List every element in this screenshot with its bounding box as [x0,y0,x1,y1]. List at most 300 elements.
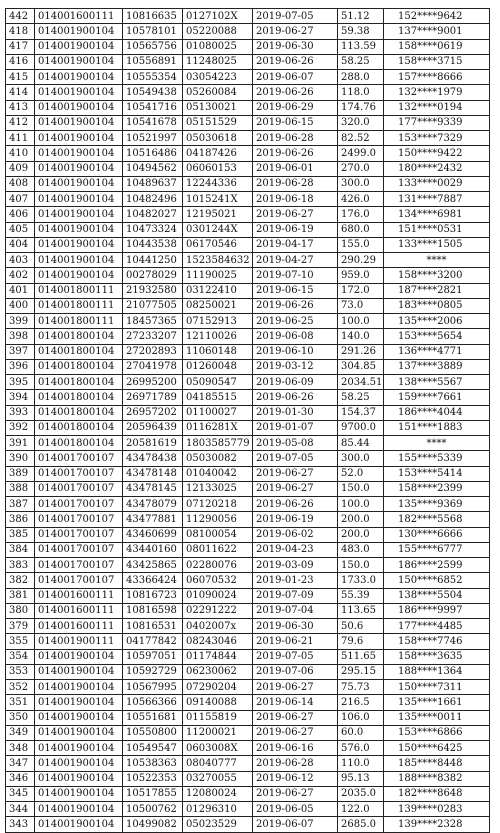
row-number-cell: 417 [6,39,35,54]
date-cell: 2019-06-27 [253,710,338,725]
amount-cell: 51.12 [338,9,384,24]
account-code-cell: 014001700107 [35,527,123,542]
amount-cell: 85.44 [338,436,384,451]
date-cell: 2019-07-05 [253,649,338,664]
phone-cell: 182****5568 [384,512,490,527]
record-id-cell: 10816635 [123,9,183,24]
account-code-cell: 014001900104 [35,725,123,740]
code-cell: 0301244X [183,222,253,237]
account-code-cell: 014001900104 [35,664,123,679]
code-cell: 06070532 [183,573,253,588]
record-id-cell: 10482496 [123,192,183,207]
record-id-cell: 10566366 [123,695,183,710]
code-cell: 07120218 [183,497,253,512]
account-code-cell: 014001900104 [35,695,123,710]
row-number-cell: 351 [6,695,35,710]
amount-cell: 320.0 [338,115,384,130]
table-row [6,222,490,237]
record-id-cell: 10499082 [123,817,183,832]
code-cell: 08040777 [183,756,253,771]
account-code-cell: 014001700107 [35,466,123,481]
phone-cell: 138****5567 [384,375,490,390]
account-code-cell: 014001600111 [35,603,123,618]
account-code-cell: 014001900104 [35,100,123,115]
phone-cell: 157****8666 [384,70,490,85]
record-id-cell: 10565756 [123,39,183,54]
code-cell: 11290056 [183,512,253,527]
row-number-cell: 398 [6,329,35,344]
code-cell: 11190025 [183,268,253,283]
row-number-cell: 397 [6,344,35,359]
code-cell: 1803585779 [183,436,253,451]
amount-cell: 176.0 [338,207,384,222]
date-cell: 2019-01-23 [253,573,338,588]
date-cell: 2019-06-28 [253,756,338,771]
record-id-cell: 10521997 [123,131,183,146]
code-cell: 12244336 [183,176,253,191]
table-row [6,390,490,405]
amount-cell: 2034.51 [338,375,384,390]
code-cell: 01155819 [183,710,253,725]
table-row [6,771,490,786]
date-cell: 2019-01-30 [253,405,338,420]
phone-cell: 137****9001 [384,24,490,39]
record-id-cell: 10516486 [123,146,183,161]
row-number-cell: 387 [6,497,35,512]
code-cell: 08243046 [183,634,253,649]
row-number-cell: 408 [6,176,35,191]
code-cell: 12195021 [183,207,253,222]
code-cell: 12133025 [183,481,253,496]
phone-cell: 131****7887 [384,192,490,207]
table-row [6,619,490,634]
date-cell: 2019-07-10 [253,268,338,283]
code-cell: 01040042 [183,466,253,481]
row-number-cell: 396 [6,359,35,374]
account-code-cell: 014001900104 [35,207,123,222]
amount-cell: 95.13 [338,771,384,786]
phone-cell: 153****6866 [384,725,490,740]
amount-cell: 118.0 [338,85,384,100]
table-row [6,283,490,298]
amount-cell: 2685.0 [338,817,384,832]
date-cell: 2019-06-30 [253,619,338,634]
account-code-cell: 014001900104 [35,85,123,100]
phone-cell: 150****6425 [384,741,490,756]
code-cell: 04187426 [183,146,253,161]
row-number-cell: 349 [6,725,35,740]
record-id-cell: 43478438 [123,451,183,466]
account-code-cell: 014001900104 [35,786,123,801]
table-row [6,802,490,817]
date-cell: 2019-06-18 [253,192,338,207]
phone-cell: 133****0029 [384,176,490,191]
row-number-cell: 353 [6,664,35,679]
date-cell: 2019-06-05 [253,802,338,817]
account-code-cell: 014001900104 [35,741,123,756]
table-row [6,24,490,39]
date-cell: 2019-06-26 [253,390,338,405]
row-number-cell: 404 [6,237,35,252]
row-number-cell: 379 [6,619,35,634]
record-id-cell: 10443538 [123,237,183,252]
row-number-cell: 401 [6,283,35,298]
table-row [6,85,490,100]
table-row [6,359,490,374]
record-id-cell: 21077505 [123,298,183,313]
account-code-cell: 014001900104 [35,710,123,725]
phone-cell: 150****9422 [384,146,490,161]
table-row [6,176,490,191]
phone-cell: 158****3635 [384,649,490,664]
amount-cell: 2035.0 [338,786,384,801]
row-number-cell: 344 [6,802,35,817]
amount-cell: 483.0 [338,542,384,557]
date-cell: 2019-06-27 [253,481,338,496]
phone-cell: 130****6666 [384,527,490,542]
table-row [6,298,490,313]
amount-cell: 154.37 [338,405,384,420]
table-row [6,192,490,207]
row-number-cell: 405 [6,222,35,237]
code-cell: 06230062 [183,664,253,679]
table-row [6,741,490,756]
phone-cell: 180****2432 [384,161,490,176]
code-cell: 01260048 [183,359,253,374]
code-cell: 05090547 [183,375,253,390]
record-id-cell: 27233207 [123,329,183,344]
record-id-cell: 10816531 [123,619,183,634]
table-row [6,314,490,329]
amount-cell: 79.6 [338,634,384,649]
code-cell: 07152913 [183,314,253,329]
amount-cell: 75.73 [338,680,384,695]
phone-cell: 151****1883 [384,420,490,435]
code-cell: 02280076 [183,558,253,573]
phone-cell: 134****6981 [384,207,490,222]
date-cell: 2019-04-23 [253,542,338,557]
table-row [6,375,490,390]
table-row [6,527,490,542]
amount-cell: 300.0 [338,451,384,466]
row-number-cell: 412 [6,115,35,130]
row-number-cell: 381 [6,588,35,603]
table-row [6,9,490,24]
table-row [6,237,490,252]
code-cell: 03122410 [183,283,253,298]
record-id-cell: 43478148 [123,466,183,481]
account-code-cell: 014001900104 [35,131,123,146]
code-cell: 08011622 [183,542,253,557]
record-id-cell: 10500762 [123,802,183,817]
phone-cell: 132****0194 [384,100,490,115]
phone-cell: 132****1979 [384,85,490,100]
account-code-cell: 014001700107 [35,573,123,588]
date-cell: 2019-06-29 [253,100,338,115]
row-number-cell: 418 [6,24,35,39]
account-code-cell: 014001800104 [35,390,123,405]
table-row [6,786,490,801]
record-id-cell: 10549547 [123,741,183,756]
amount-cell: 155.0 [338,237,384,252]
code-cell: 03054223 [183,70,253,85]
record-id-cell: 10522353 [123,771,183,786]
table-row [6,497,490,512]
table-row [6,100,490,115]
record-id-cell: 21932580 [123,283,183,298]
account-code-cell: 014001900104 [35,680,123,695]
row-number-cell: 391 [6,436,35,451]
account-code-cell: 014001600111 [35,619,123,634]
date-cell: 2019-06-27 [253,680,338,695]
amount-cell: 106.0 [338,710,384,725]
row-number-cell: 415 [6,70,35,85]
phone-cell: 188****8382 [384,771,490,786]
account-code-cell: 014001900104 [35,756,123,771]
code-cell: 03270055 [183,771,253,786]
date-cell: 2019-06-09 [253,375,338,390]
row-number-cell: 399 [6,314,35,329]
record-id-cell: 10441250 [123,253,183,268]
account-code-cell: 014001800104 [35,329,123,344]
date-cell: 2019-06-30 [253,39,338,54]
account-code-cell: 014001900104 [35,24,123,39]
amount-cell: 113.65 [338,603,384,618]
code-cell: 0603008X [183,741,253,756]
table-row [6,466,490,481]
table-row [6,207,490,222]
phone-cell: 185****8448 [384,756,490,771]
account-code-cell: 014001900104 [35,802,123,817]
amount-cell: 216.5 [338,695,384,710]
row-number-cell: 410 [6,146,35,161]
row-number-cell: 442 [6,9,35,24]
amount-cell: 52.0 [338,466,384,481]
phone-cell: 151****0531 [384,222,490,237]
code-cell: 0402007x [183,619,253,634]
code-cell: 12110026 [183,329,253,344]
amount-cell: 82.52 [338,131,384,146]
phone-cell: 155****5339 [384,451,490,466]
record-id-cell: 04177842 [123,634,183,649]
row-number-cell: 346 [6,771,35,786]
code-cell: 0116281X [183,420,253,435]
record-id-cell: 43366424 [123,573,183,588]
table-row [6,436,490,451]
row-number-cell: 416 [6,54,35,69]
record-id-cell: 10578101 [123,24,183,39]
table-row [6,54,490,69]
date-cell: 2019-06-21 [253,634,338,649]
account-code-cell: 014001900104 [35,161,123,176]
table-row [6,664,490,679]
amount-cell: 122.0 [338,802,384,817]
table-row [6,344,490,359]
row-number-cell: 414 [6,85,35,100]
code-cell: 09140088 [183,695,253,710]
amount-cell: 270.0 [338,161,384,176]
code-cell: 1523584632 [183,253,253,268]
date-cell: 2019-07-05 [253,451,338,466]
record-id-cell: 10538363 [123,756,183,771]
row-number-cell: 400 [6,298,35,313]
amount-cell: 110.0 [338,756,384,771]
phone-cell: 187****2821 [384,283,490,298]
account-code-cell: 014001600111 [35,588,123,603]
phone-cell: 186****4044 [384,405,490,420]
row-number-cell: 392 [6,420,35,435]
date-cell: 2019-06-07 [253,817,338,832]
table-row [6,131,490,146]
account-code-cell: 014001900104 [35,176,123,191]
table-row [6,603,490,618]
amount-cell: 291.26 [338,344,384,359]
record-id-cell: 10482027 [123,207,183,222]
code-cell: 08100054 [183,527,253,542]
date-cell: 2019-06-26 [253,298,338,313]
account-code-cell: 014001700107 [35,497,123,512]
row-number-cell: 343 [6,817,35,832]
date-cell: 2019-05-08 [253,436,338,451]
row-number-cell: 352 [6,680,35,695]
row-number-cell: 385 [6,527,35,542]
record-id-cell: 00278029 [123,268,183,283]
account-code-cell: 014001800111 [35,314,123,329]
date-cell: 2019-06-15 [253,283,338,298]
code-cell: 11248025 [183,54,253,69]
row-number-cell: 382 [6,573,35,588]
account-code-cell: 014001700107 [35,558,123,573]
record-id-cell: 43425865 [123,558,183,573]
row-number-cell: 380 [6,603,35,618]
date-cell: 2019-03-12 [253,359,338,374]
date-cell: 2019-06-10 [253,344,338,359]
date-cell: 2019-06-27 [253,466,338,481]
row-number-cell: 402 [6,268,35,283]
account-code-cell: 014001800104 [35,420,123,435]
code-cell: 05130021 [183,100,253,115]
record-id-cell: 10550800 [123,725,183,740]
record-id-cell: 26995200 [123,375,183,390]
amount-cell: 150.0 [338,481,384,496]
date-cell: 2019-04-17 [253,237,338,252]
amount-cell: 426.0 [338,192,384,207]
row-number-cell: 348 [6,741,35,756]
table-row [6,146,490,161]
date-cell: 2019-06-26 [253,497,338,512]
record-id-cell: 10549438 [123,85,183,100]
phone-cell: 158****3200 [384,268,490,283]
account-code-cell: 014001900104 [35,39,123,54]
phone-cell: 177****4485 [384,619,490,634]
row-number-cell: 393 [6,405,35,420]
phone-cell: 183****0805 [384,298,490,313]
phone-cell: 153****7329 [384,131,490,146]
phone-cell: 158****2399 [384,481,490,496]
phone-cell: 153****5414 [384,466,490,481]
table-row [6,420,490,435]
record-id-cell: 10541678 [123,115,183,130]
record-id-cell: 10816723 [123,588,183,603]
account-code-cell: 014001700107 [35,512,123,527]
date-cell: 2019-06-15 [253,115,338,130]
records-table-body [6,9,490,833]
account-code-cell: 014001900104 [35,253,123,268]
amount-cell: 511.65 [338,649,384,664]
table-row [6,39,490,54]
amount-cell: 200.0 [338,512,384,527]
row-number-cell: 345 [6,786,35,801]
row-number-cell: 394 [6,390,35,405]
date-cell: 2019-06-19 [253,512,338,527]
date-cell: 2019-06-01 [253,161,338,176]
account-code-cell: 014001900104 [35,146,123,161]
record-id-cell: 43460699 [123,527,183,542]
record-id-cell: 43478145 [123,481,183,496]
row-number-cell: 411 [6,131,35,146]
amount-cell: 2499.0 [338,146,384,161]
code-cell: 01090024 [183,588,253,603]
account-code-cell: 014001800104 [35,344,123,359]
record-id-cell: 10816598 [123,603,183,618]
date-cell: 2019-07-05 [253,9,338,24]
row-number-cell: 403 [6,253,35,268]
table-row [6,710,490,725]
table-row [6,70,490,85]
record-id-cell: 20596439 [123,420,183,435]
table-row [6,558,490,573]
date-cell: 2019-06-16 [253,741,338,756]
date-cell: 2019-06-08 [253,329,338,344]
code-cell: 01174844 [183,649,253,664]
record-id-cell: 18457365 [123,314,183,329]
row-number-cell: 384 [6,542,35,557]
amount-cell: 50.6 [338,619,384,634]
account-code-cell: 014001800104 [35,359,123,374]
table-row [6,756,490,771]
code-cell: 11060148 [183,344,253,359]
date-cell: 2019-06-25 [253,314,338,329]
row-number-cell: 407 [6,192,35,207]
amount-cell: 55.39 [338,588,384,603]
record-id-cell: 10556891 [123,54,183,69]
account-code-cell: 014001700107 [35,542,123,557]
record-id-cell: 10494562 [123,161,183,176]
phone-cell: 139****2328 [384,817,490,832]
row-number-cell: 354 [6,649,35,664]
code-cell: 08250021 [183,298,253,313]
date-cell: 2019-03-09 [253,558,338,573]
code-cell: 02291222 [183,603,253,618]
phone-cell: 158****3715 [384,54,490,69]
amount-cell: 58.25 [338,390,384,405]
account-code-cell: 014001900104 [35,192,123,207]
phone-cell: 158****7746 [384,634,490,649]
amount-cell: 174.76 [338,100,384,115]
table-row [6,512,490,527]
row-number-cell: 413 [6,100,35,115]
phone-cell: 135****0011 [384,710,490,725]
date-cell: 2019-06-14 [253,695,338,710]
record-id-cell: 20581619 [123,436,183,451]
record-id-cell: 10555354 [123,70,183,85]
code-cell: 01080025 [183,39,253,54]
account-code-cell: 014001900104 [35,817,123,832]
record-id-cell: 10551681 [123,710,183,725]
phone-cell: 177****9339 [384,115,490,130]
date-cell: 2019-04-27 [253,253,338,268]
phone-cell: 152****9642 [384,9,490,24]
